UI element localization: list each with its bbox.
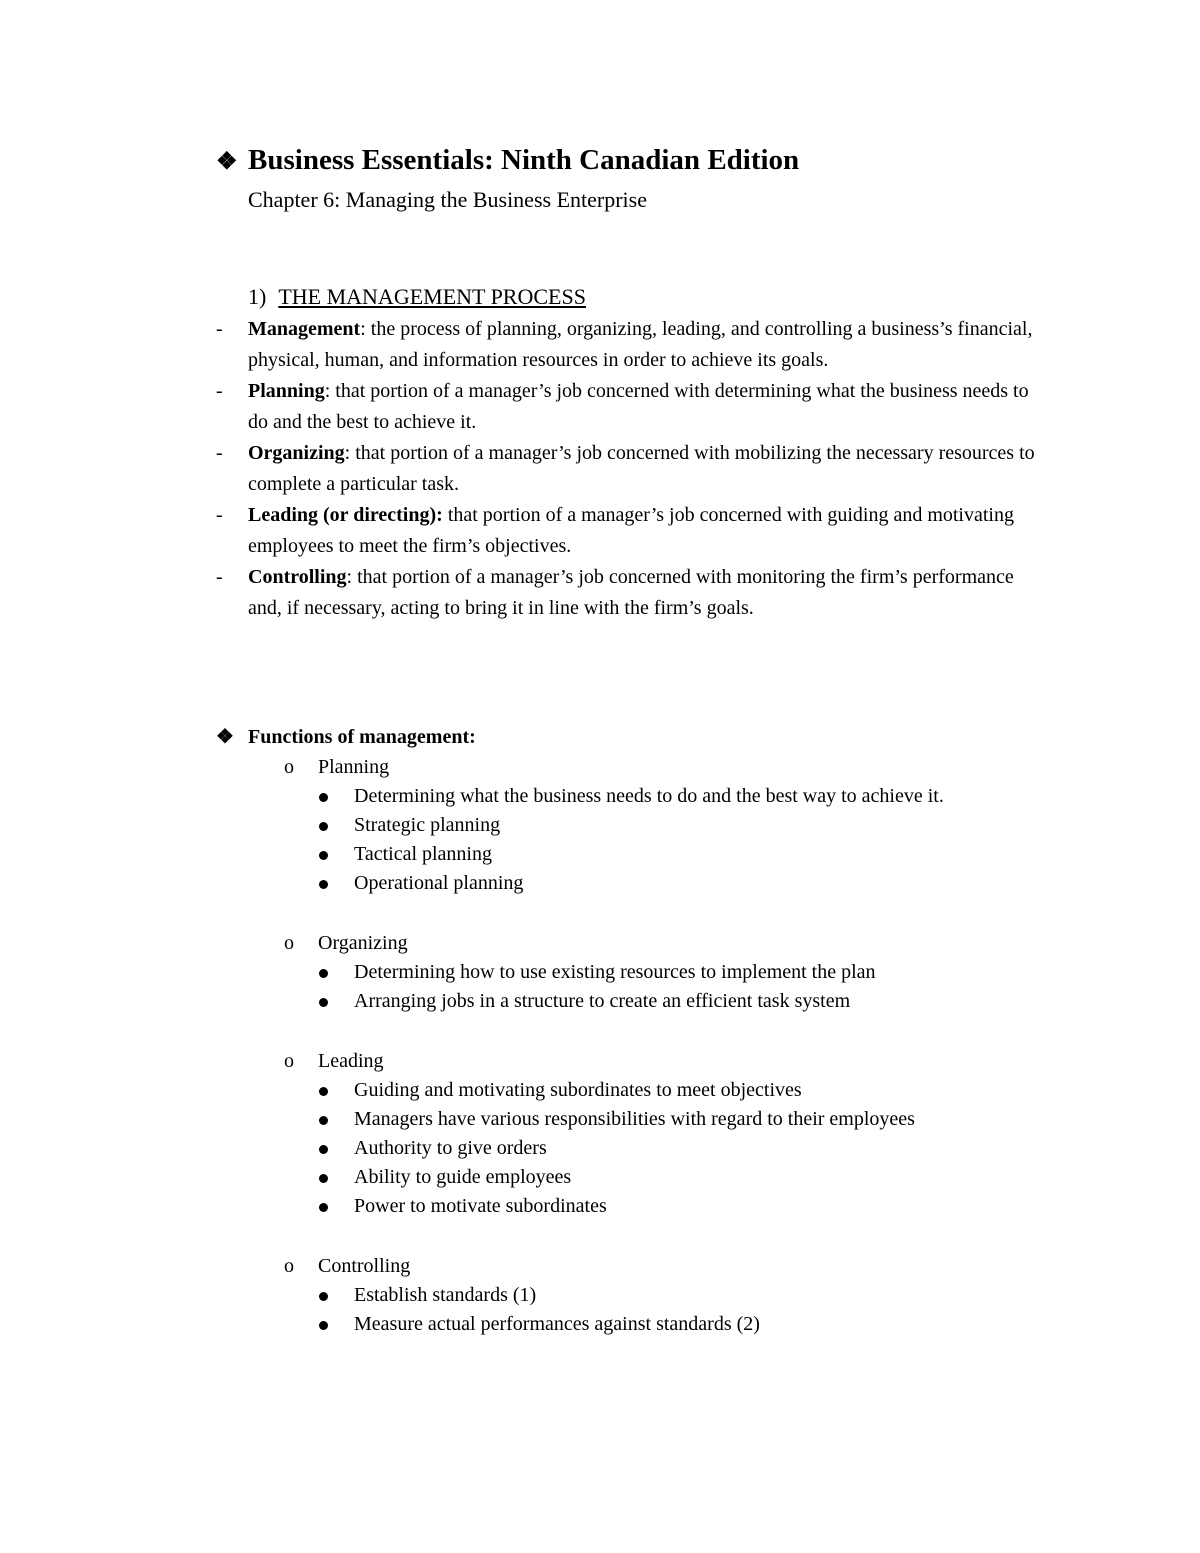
bullet-dot-icon	[318, 958, 354, 987]
function-groups	[216, 752, 1046, 1339]
spacer	[216, 1016, 1046, 1046]
function-group-leading	[284, 1046, 1046, 1221]
title-text: Business Essentials: Ninth Canadian Edition	[248, 144, 800, 176]
bullet-list	[318, 1076, 1046, 1221]
circle-bullet-icon: o	[284, 932, 294, 954]
list-item-text: Ability to guide employees	[354, 1166, 572, 1188]
definition-item	[216, 438, 1046, 500]
list-item-text: Guiding and motivating subordinates to meet objectives	[354, 1079, 802, 1101]
list-item	[318, 1310, 1046, 1339]
group-label-text: Planning	[318, 756, 390, 778]
bullet-dot-icon	[318, 1134, 354, 1163]
definition-item	[216, 500, 1046, 562]
definition-text: : that portion of a manager’s job concerned with mobilizing the necessary resources to complete a particular task.	[248, 442, 1035, 495]
list-item-text: Establish standards (1)	[354, 1284, 537, 1306]
definition-term: Leading (or directing):	[248, 504, 443, 526]
definition-text: : that portion of a manager’s job concerned with monitoring the firm’s performance and, if necessary, acting to bring it in line with the firm’s goals.	[248, 566, 1014, 619]
list-item-text: Strategic planning	[354, 814, 501, 836]
list-item-text: Power to motivate subordinates	[354, 1195, 607, 1217]
list-item	[318, 840, 1046, 869]
spacer	[216, 898, 1046, 928]
definition-text: that portion of a manager’s job concerned with guiding and motivating employees to meet the firm’s objectives.	[248, 504, 1014, 557]
functions-heading-text: Functions of management:	[248, 726, 476, 748]
list-item-text: Determining how to use existing resources to implement the plan	[354, 961, 876, 983]
definition-item	[216, 376, 1046, 438]
function-group-planning	[284, 752, 1046, 898]
list-item	[318, 1281, 1046, 1310]
list-item	[318, 811, 1046, 840]
list-item-text: Measure actual performances against standards (2)	[354, 1313, 760, 1335]
definition-list	[216, 314, 1046, 624]
bullet-dot-icon	[318, 1192, 354, 1221]
list-item-text: Authority to give orders	[354, 1137, 547, 1159]
list-item	[318, 1105, 1046, 1134]
list-item-text: Tactical planning	[354, 843, 492, 865]
list-item-text: Arranging jobs in a structure to create an efficient task system	[354, 990, 851, 1012]
diamond-bullet-icon: ❖	[216, 726, 234, 748]
list-item-text: Determining what the business needs to do and the best way to achieve it.	[354, 785, 944, 807]
definition-body	[248, 562, 1046, 624]
bullet-list	[318, 782, 1046, 898]
group-label-text: Leading	[318, 1050, 384, 1072]
definition-term: Management	[248, 318, 361, 340]
bullet-list	[318, 1281, 1046, 1339]
group-label-text: Organizing	[318, 932, 408, 954]
bullet-list	[318, 958, 1046, 1016]
dash-marker: -	[216, 566, 223, 588]
group-label	[284, 1251, 1046, 1281]
list-item	[318, 869, 1046, 898]
list-item	[318, 1163, 1046, 1192]
definition-body	[248, 314, 1046, 376]
list-item	[318, 987, 1046, 1016]
functions-of-management	[216, 722, 1046, 1339]
spacer	[216, 1221, 1046, 1251]
list-item-text: Operational planning	[354, 872, 524, 894]
group-label-text: Controlling	[318, 1255, 411, 1277]
definition-term: Organizing	[248, 442, 345, 464]
document-title	[216, 140, 799, 182]
definition-term: Planning	[248, 380, 325, 402]
list-item	[318, 782, 1046, 811]
bullet-dot-icon	[318, 840, 354, 869]
group-label	[284, 928, 1046, 958]
dash-marker: -	[216, 504, 223, 526]
group-label	[284, 752, 1046, 782]
diamond-bullet-icon: ❖	[216, 149, 238, 175]
bullet-dot-icon	[318, 782, 354, 811]
dash-marker: -	[216, 380, 223, 402]
bullet-dot-icon	[318, 987, 354, 1016]
dash-marker: -	[216, 318, 223, 340]
title-block	[216, 140, 799, 218]
list-item	[318, 1134, 1046, 1163]
section-heading-text: THE MANAGEMENT PROCESS	[278, 284, 586, 309]
chapter-subtitle: Chapter 6: Managing the Business Enterprise	[248, 187, 647, 212]
definition-text: : that portion of a manager’s job concerned with determining what the business needs to do and the best to achieve it.	[248, 380, 1029, 433]
definition-body	[248, 438, 1046, 500]
bullet-dot-icon	[318, 1310, 354, 1339]
bullet-dot-icon	[318, 869, 354, 898]
function-group-organizing	[284, 928, 1046, 1016]
bullet-dot-icon	[318, 811, 354, 840]
function-group-controlling	[284, 1251, 1046, 1339]
circle-bullet-icon: o	[284, 756, 294, 778]
group-label	[284, 1046, 1046, 1076]
definition-item	[216, 562, 1046, 624]
definition-text: : the process of planning, organizing, leading, and controlling a business’s financial, physical, human, and information resources in order to achieve its goals.	[248, 318, 1033, 371]
bullet-dot-icon	[318, 1105, 354, 1134]
section-number: 1)	[248, 284, 267, 309]
definition-body	[248, 500, 1046, 562]
bullet-dot-icon	[318, 1163, 354, 1192]
circle-bullet-icon: o	[284, 1255, 294, 1277]
functions-heading	[216, 722, 1046, 752]
definition-item	[216, 314, 1046, 376]
management-process-section	[216, 280, 1046, 624]
list-item-text: Managers have various responsibilities with regard to their employees	[354, 1108, 915, 1130]
dash-marker: -	[216, 442, 223, 464]
section-heading	[248, 280, 1046, 314]
list-item	[318, 958, 1046, 987]
list-item	[318, 1076, 1046, 1105]
definition-body	[248, 376, 1046, 438]
bullet-dot-icon	[318, 1281, 354, 1310]
list-item	[318, 1192, 1046, 1221]
bullet-dot-icon	[318, 1076, 354, 1105]
circle-bullet-icon: o	[284, 1050, 294, 1072]
definition-term: Controlling	[248, 566, 347, 588]
